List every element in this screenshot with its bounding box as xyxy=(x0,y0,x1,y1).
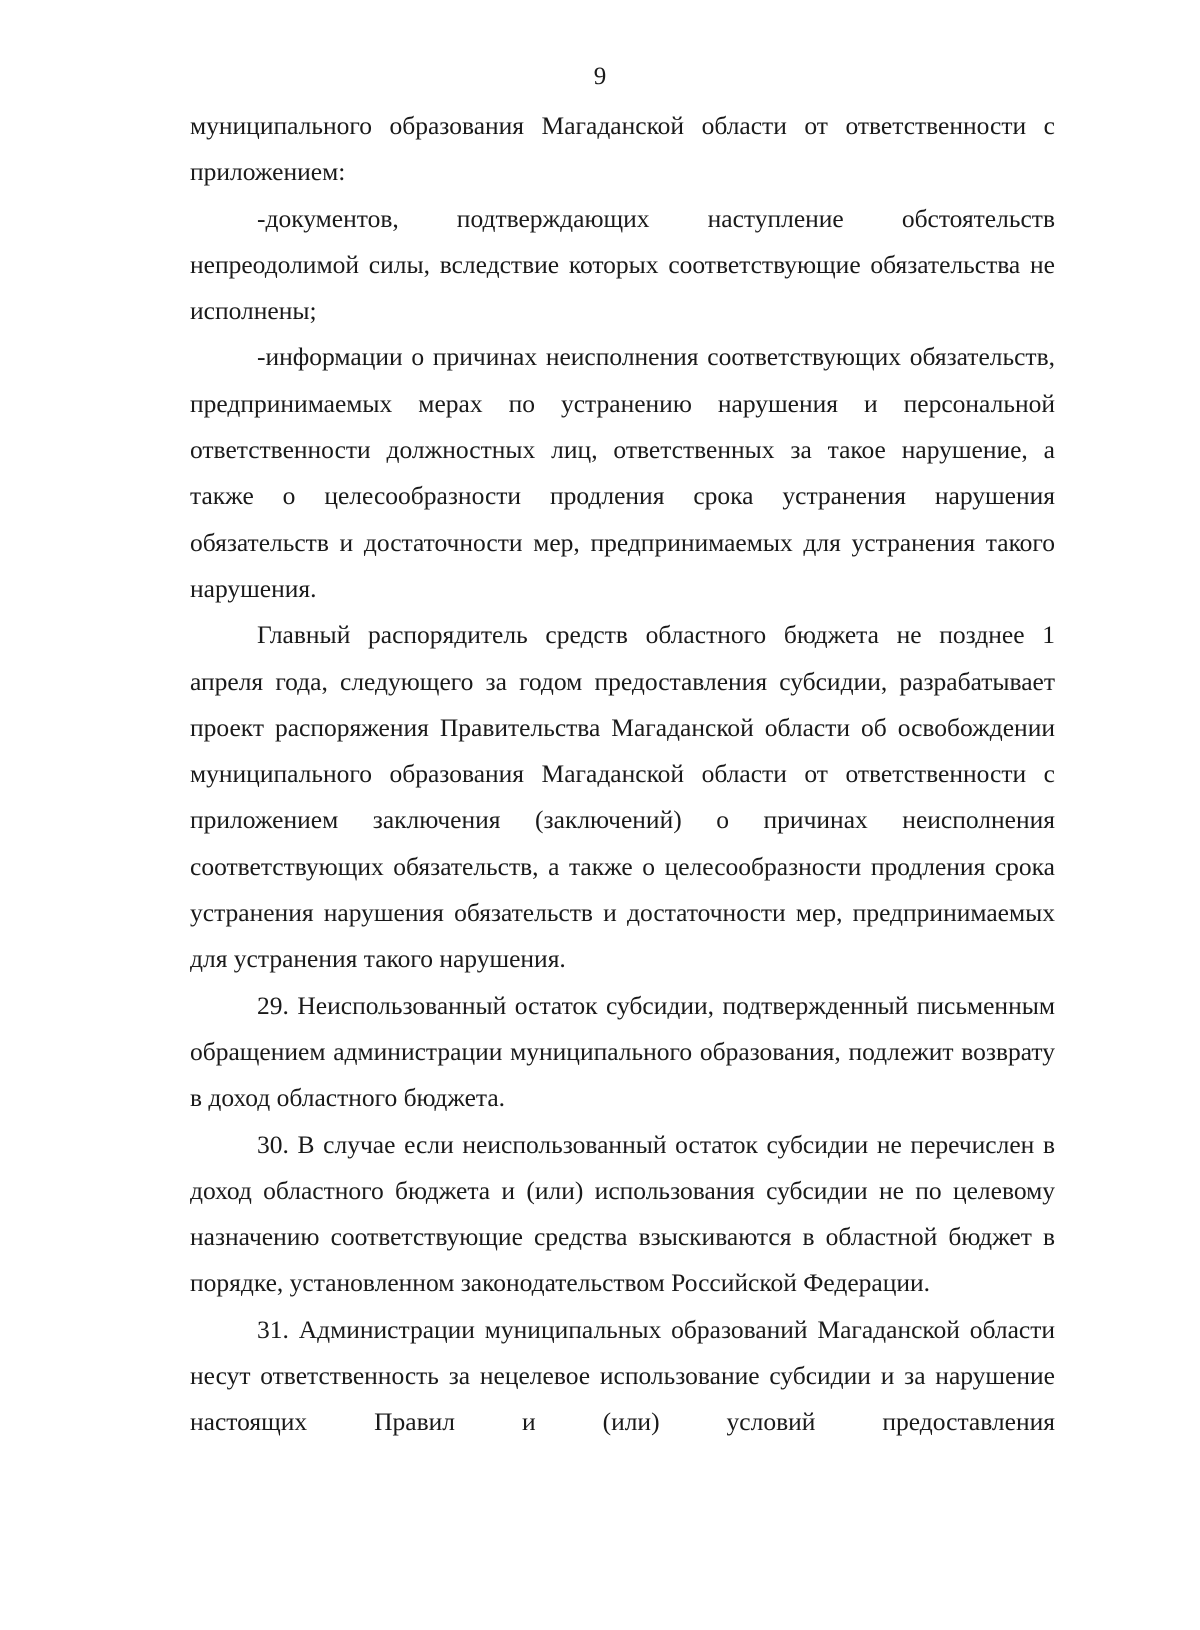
paragraph-main-manager: Главный распорядитель средств областного бюджета не позднее 1 апреля года, следующего за годом предоставления субсидии, разрабатывает проект распоряжения Правительства Магаданской области об освобождении муниципального образования Магаданской области от ответственности с приложением заключения (заключений) о причинах неисполнения соответствующих обязательств, а также о целесообразности продления срока устранения нарушения обязательств и достаточности мер, предпринимаемых для устранения такого нарушения. xyxy=(190,620,1055,974)
paragraph-continuation: муниципального образования Магаданской области от ответственности с приложением: xyxy=(190,111,1055,187)
paragraph-documents-item: -документов, подтверждающих наступление обстоятельств непреодолимой силы, вследствие которых соответствующие обязательства не исполнены; xyxy=(190,203,1055,326)
paragraph-clause-30: 30. В случае если неиспользованный остаток субсидии не перечислен в доход областного бюджета и (или) использования субсидии не по целевому назначению соответствующие средства взыскиваются в областной бюджет в порядке, установленном законодательством Российской Федерации. xyxy=(190,1129,1055,1298)
document-body xyxy=(190,103,1055,1446)
paragraph-clause-31: 31. Администрации муниципальных образований Магаданской области несут ответственность за нецелевое использование субсидии и за нарушение настоящих Правил и (или) условий предоставления xyxy=(190,1314,1055,1437)
page-number: 9 xyxy=(593,63,607,90)
paragraph-clause-29: 29. Неиспользованный остаток субсидии, подтвержденный письменным обращением администрации муниципального образования, подлежит возврату в доход областного бюджета. xyxy=(190,990,1055,1113)
paragraph-information-item: -информации о причинах неисполнения соответствующих обязательств, предпринимаемых мерах по устранению нарушения и персональной ответственности должностных лиц, ответственных за такое нарушение, а также о целесообразности продления срока устранения нарушения обязательств и достаточности мер, предпринимаемых для устранения такого нарушения. xyxy=(190,342,1055,603)
